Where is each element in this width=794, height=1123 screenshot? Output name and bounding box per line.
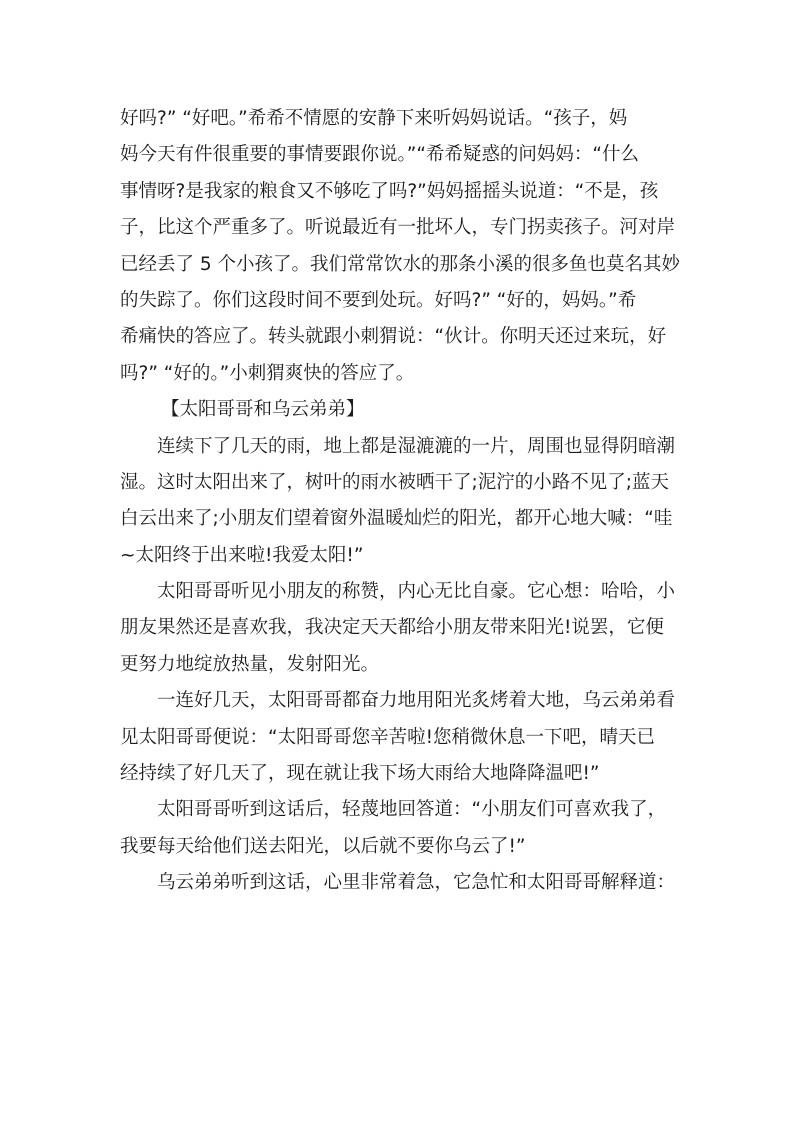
text-line: 太阳哥哥听见小朋友的称赞，内心无比自豪。它心想：哈哈，小 — [157, 581, 676, 603]
text-line: 太阳哥哥听到这话后，轻蔑地回答道：“小朋友们可喜欢我了， — [157, 799, 667, 821]
text-line: 经持续了好几天了，现在就让我下场大雨给大地降降温吧!” — [120, 763, 600, 785]
text-line: 见太阳哥哥便说：“太阳哥哥您辛苦啦!您稍微休息一下吧，晴天已 — [120, 726, 656, 748]
text-line: 妈今天有件很重要的事情要跟你说。”“希希疑惑的问妈妈：“什么 — [120, 144, 640, 166]
text-line: 湿。这时太阳出来了，树叶的雨水被晒干了;泥泞的小路不见了;蓝天 — [120, 471, 669, 493]
text-line: 吗?” “好的。”小刺猬爽快的答应了。 — [120, 362, 415, 384]
text-line: 更努力地绽放热量，发射阳光。 — [120, 653, 380, 675]
text-line: 好吗?” “好吧。”希希不情愿的安静下来听妈妈说话。“孩子，妈 — [120, 108, 628, 129]
text-line: 的失踪了。你们这段时间不要到处玩。好吗?” “好的，妈妈。”希 — [120, 289, 637, 311]
text-line: 已经丢了 5 个小孩了。我们常常饮水的那条小溪的很多鱼也莫名其妙 — [120, 253, 681, 275]
text-line: 连续下了几天的雨，地上都是湿漉漉的一片，周围也显得阴暗潮 — [157, 435, 676, 457]
section-heading: 【太阳哥哥和乌云弟弟】 — [161, 399, 365, 421]
text-line: 一连好几天，太阳哥哥都奋力地用阳光炙烤着大地，乌云弟弟看 — [157, 690, 676, 712]
text-line: ~太阳终于出来啦!我爱太阳!” — [120, 544, 364, 566]
text-line: 乌云弟弟听到这话，心里非常着急，它急忙和太阳哥哥解释道： — [157, 872, 676, 894]
story-text — [120, 101, 680, 902]
text-line: 白云出来了;小朋友们望着窗外温暖灿烂的阳光，都开心地大喊：“哇 — [120, 508, 673, 530]
text-line: 我要每天给他们送去阳光，以后就不要你乌云了!” — [120, 835, 526, 857]
text-line: 子，比这个严重多了。听说最近有一批坏人，专门拐卖孩子。河对岸 — [120, 217, 676, 239]
text-line: 希痛快的答应了。转头就跟小刺猬说：“伙计。你明天还过来玩，好 — [120, 326, 667, 348]
text-line: 事情呀?是我家的粮食又不够吃了吗?”妈妈摇摇头说道：“不是，孩 — [120, 180, 659, 202]
text-line: 朋友果然还是喜欢我，我决定天天都给小朋友带来阳光!说罢，它便 — [120, 617, 664, 639]
